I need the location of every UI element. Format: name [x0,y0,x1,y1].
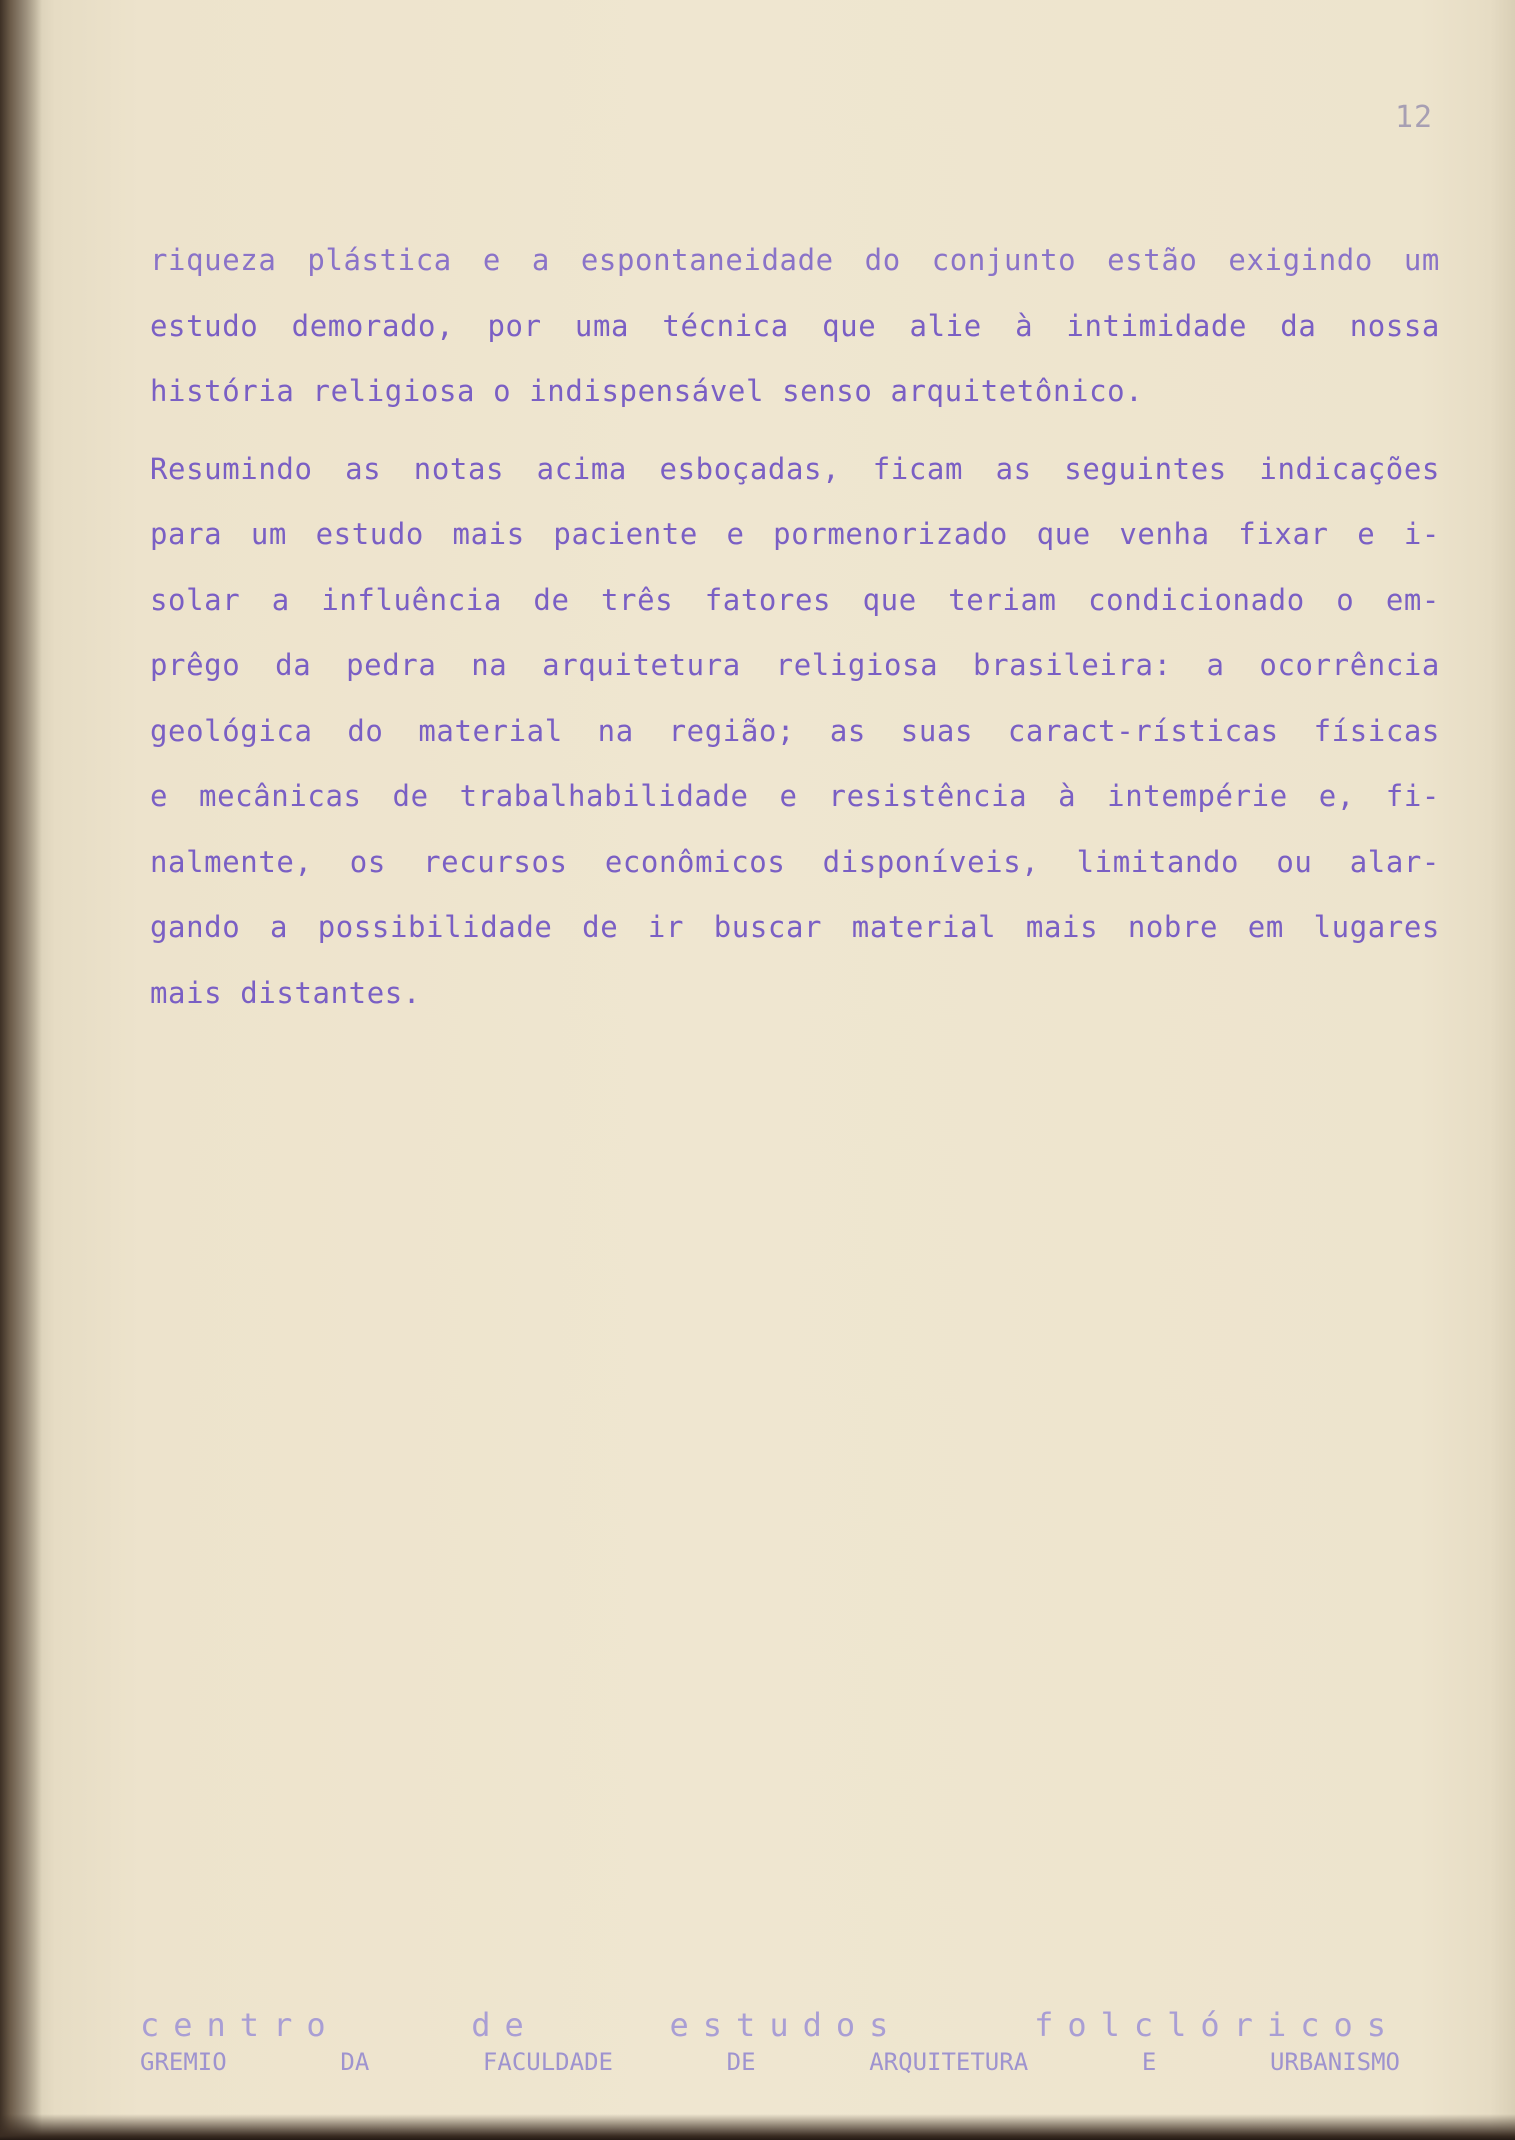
text-line: estudo demorado, por uma técnica que alie à intimidade da nossa [150,308,1440,343]
text-line: e mecânicas de trabalhabilidade e resistência à intempérie e, fi- [150,779,1440,813]
paragraph-2 [150,437,1440,1027]
footer-institution-name: GREMIO DA FACULDADE DE ARQUITETURA E URBANISMO [140,2048,1400,2076]
page-bottom-edge [0,2114,1515,2140]
footer-center-name: centro de estudos folclóricos [140,2006,1400,2044]
text-line: história religiosa o indispensável senso arquitetônico. [150,374,1144,408]
text-line: Resumindo as notas acima esboçadas, ficam as seguintes indicações [150,451,1440,486]
body-text [150,228,1440,1026]
paragraph-1 [150,228,1440,425]
text-line: geológica do material na região; as suas caract-rísticas físicas [150,713,1440,748]
text-line: gando a possibilidade de ir buscar material mais nobre em lugares [150,910,1440,944]
text-line: para um estudo mais paciente e pormenorizado que venha fixar e i- [150,517,1440,551]
text-line: mais distantes. [150,975,421,1010]
text-line: solar a influência de três fatores que teriam condicionado o em- [150,582,1440,617]
paragraph-gap [150,425,1440,437]
footer-stamp [140,2005,1400,2079]
text-line: prêgo da pedra na arquitetura religiosa brasileira: a ocorrência [150,648,1440,682]
book-spine-shadow [0,0,42,2140]
page-number: 12 [1395,100,1434,135]
text-line: riqueza plástica e a espontaneidade do conjunto estão exigindo um [150,243,1440,277]
text-line: nalmente, os recursos econômicos disponíveis, limitando ou alar- [150,844,1440,879]
